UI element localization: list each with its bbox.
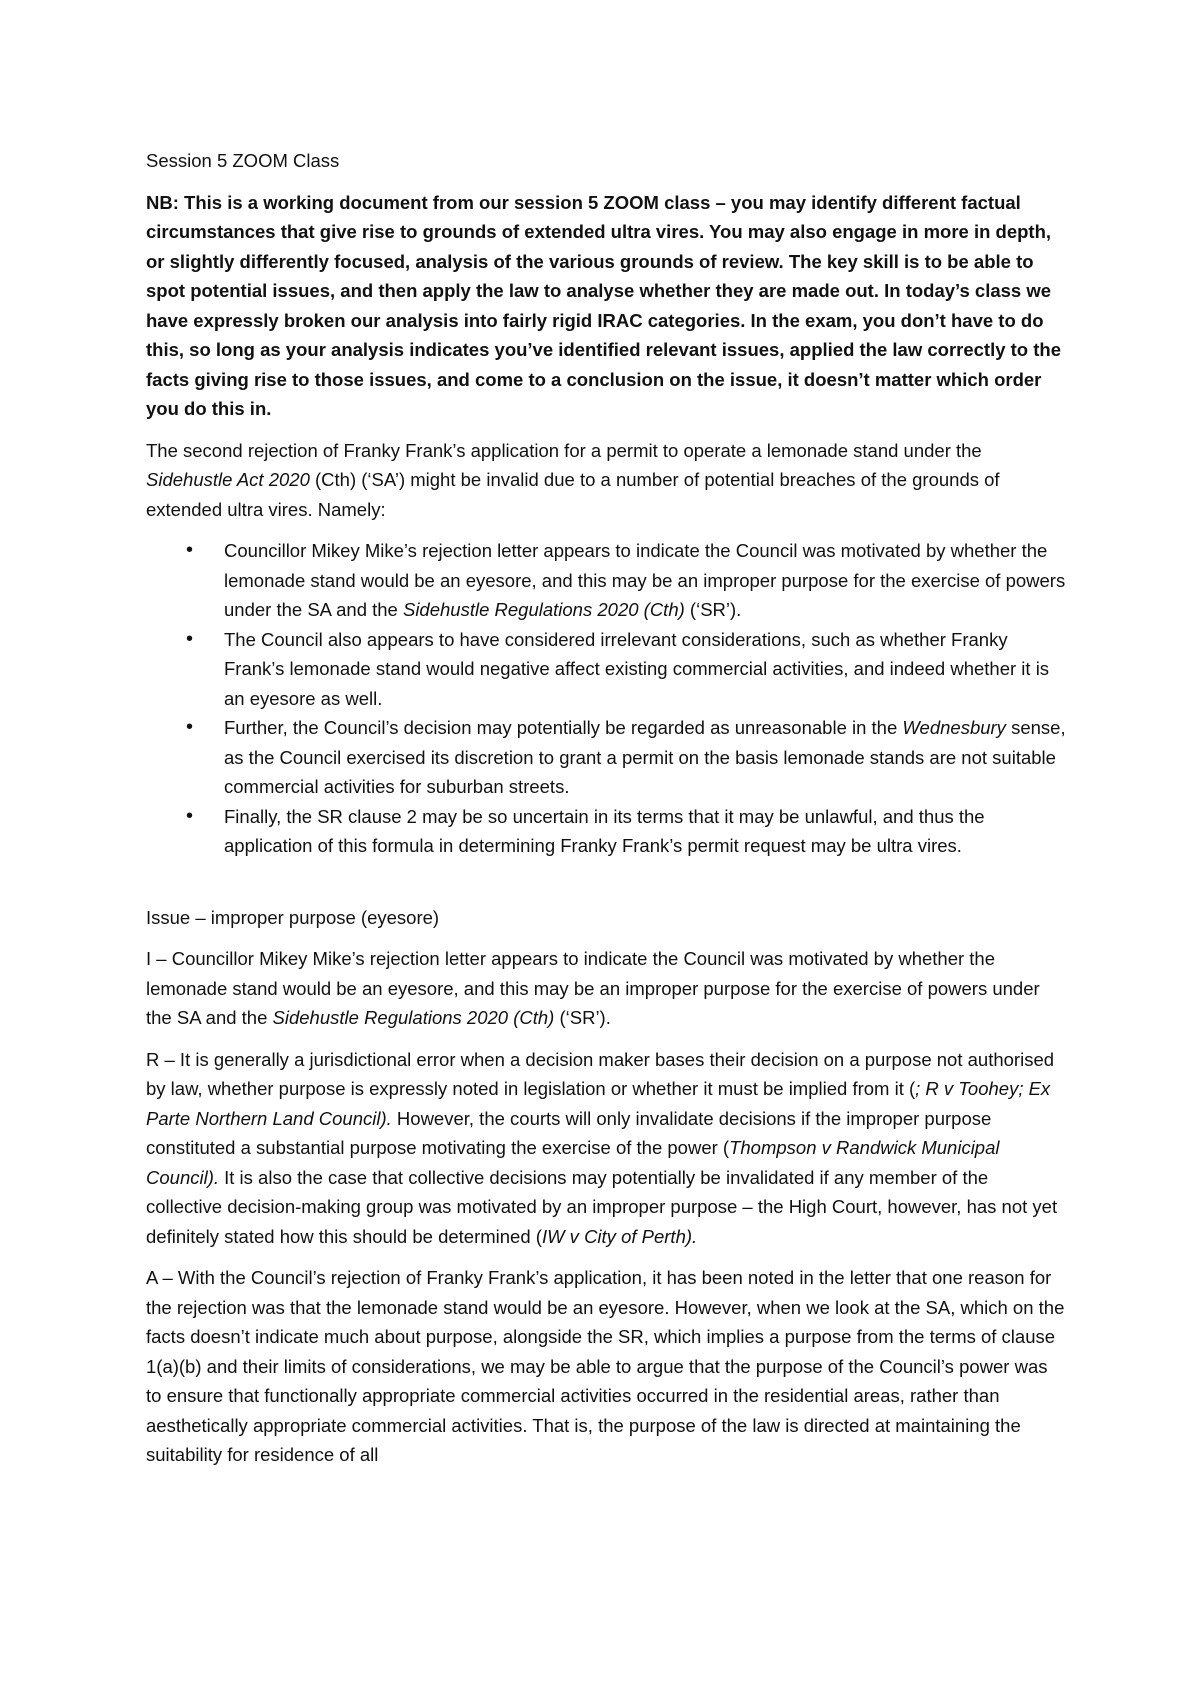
issue-text-2: (‘SR’). <box>554 1007 611 1028</box>
issue-text-1: I – Councillor Mikey Mike’s rejection letter appears to indicate the Council was motivated by whether the lemonade stand would be an eyesore, and this may be an improper purpose for the exercise of powers under the SA and the <box>146 948 1040 1028</box>
intro-text-2: (Cth) (‘SA’) might be invalid due to a number of potential breaches of the grounds of extended ultra vires. Namely: <box>146 469 1000 520</box>
grounds-list <box>146 536 1066 861</box>
rule-text-2: However, the courts will only invalidate decisions if the improper purpose constituted a substantial purpose motivating the exercise of the power ( <box>146 1107 992 1158</box>
list-item <box>146 625 1066 714</box>
act-name: Sidehustle Act 2020 <box>146 469 310 490</box>
section-spacer <box>146 873 1066 903</box>
intro-text-1: The second rejection of Franky Frank’s application for a permit to operate a lemonade stand under the <box>146 439 982 461</box>
issue-regs: Sidehustle Regulations 2020 (Cth) <box>272 1007 555 1028</box>
bullet-1-text-2: (‘SR’). <box>684 599 742 620</box>
rule-case-1: ; R v Toohey; Ex Parte Northern Land Council). <box>146 1078 1051 1129</box>
bullet-3-text-1: Further, the Council’s decision may potentially be regarded as unreasonable in the <box>224 717 903 738</box>
rule-paragraph <box>146 1045 1066 1252</box>
bullet-1-regs: Sidehustle Regulations 2020 (Cth) <box>402 599 685 620</box>
nb-note: NB: This is a working document from our session 5 ZOOM class – you may identify different factual circumstances that give rise to grounds of extended ultra vires. You may also engage in more in depth, or slightly differently focused, analysis of the various grounds of review. The key skill is to be able to spot potential issues, and then apply the law to analyse whether they are made out. In today’s class we have expressly broken our analysis into fairly rigid IRAC categories. In the exam, you don’t have to do this, so long as your analysis indicates you’ve identified relevant issues, applied the law correctly to the facts giving rise to those issues, and come to a conclusion on the issue, it doesn’t matter which order you do this in. <box>146 191 1062 419</box>
bullet-1-text-1: Councillor Mikey Mike’s rejection letter appears to indicate the Council was motivated by whether the lemonade stand would be an eyesore, and this may be an improper purpose for the exercise of powers under the SA and the <box>224 540 1066 620</box>
rule-text-3: It is also the case that collective decisions may potentially be invalidated if any member of the collective decision-making group was motivated by an improper purpose – the High Court, however, has not yet definitely stated how this should be determined ( <box>146 1166 1058 1247</box>
list-item <box>146 802 1066 861</box>
list-item <box>146 713 1066 802</box>
bullet-2-text: The Council also appears to have considered irrelevant considerations, such as whether Franky Frank’s lemonade stand would negative affect existing commercial activities, and indeed whether it is an eyesore as well. <box>224 628 1050 709</box>
bullet-3-text-2: sense, as the Council exercised its discretion to grant a permit on the basis lemonade stands are not suitable commercial activities for suburban streets. <box>224 717 1066 797</box>
rule-case-3: IW v City of Perth). <box>541 1225 698 1247</box>
issue-paragraph <box>146 944 1066 1033</box>
rule-text-1: R – It is generally a jurisdictional error when a decision maker bases their decision on a purpose not authorised by law, whether purpose is expressly noted in legislation or whether it must be implied from it ( <box>146 1048 1055 1099</box>
intro-paragraph <box>146 436 1066 525</box>
issue-heading: Issue – improper purpose (eyesore) <box>146 906 440 928</box>
rule-case-2: Thompson v Randwick Municipal Council). <box>146 1137 1000 1188</box>
document-body <box>146 146 1066 1482</box>
document-title: Session 5 ZOOM Class <box>146 150 340 171</box>
bullet-3-case: Wednesbury <box>902 717 1006 738</box>
apply-paragraph: A – With the Council’s rejection of Franky Frank’s application, it has been noted in the letter that one reason for the rejection was that the lemonade stand would be an eyesore. However, when we look at the SA, which on the facts doesn’t indicate much about purpose, alongside the SR, which implies a purpose from the terms of clause 1(a)(b) and their limits of considerations, we may be able to argue that the purpose of the Council’s power was to ensure that functionally appropriate commercial activities occurred in the residential areas, rather than aesthetically appropriate commercial activities. That is, the purpose of the law is directed at maintaining the suitability for residence of all <box>146 1267 1065 1465</box>
bullet-4-text: Finally, the SR clause 2 may be so uncertain in its terms that it may be unlawful, and thus the application of this formula in determining Franky Frank’s permit request may be ultra vires. <box>224 805 985 856</box>
list-item <box>146 536 1066 625</box>
